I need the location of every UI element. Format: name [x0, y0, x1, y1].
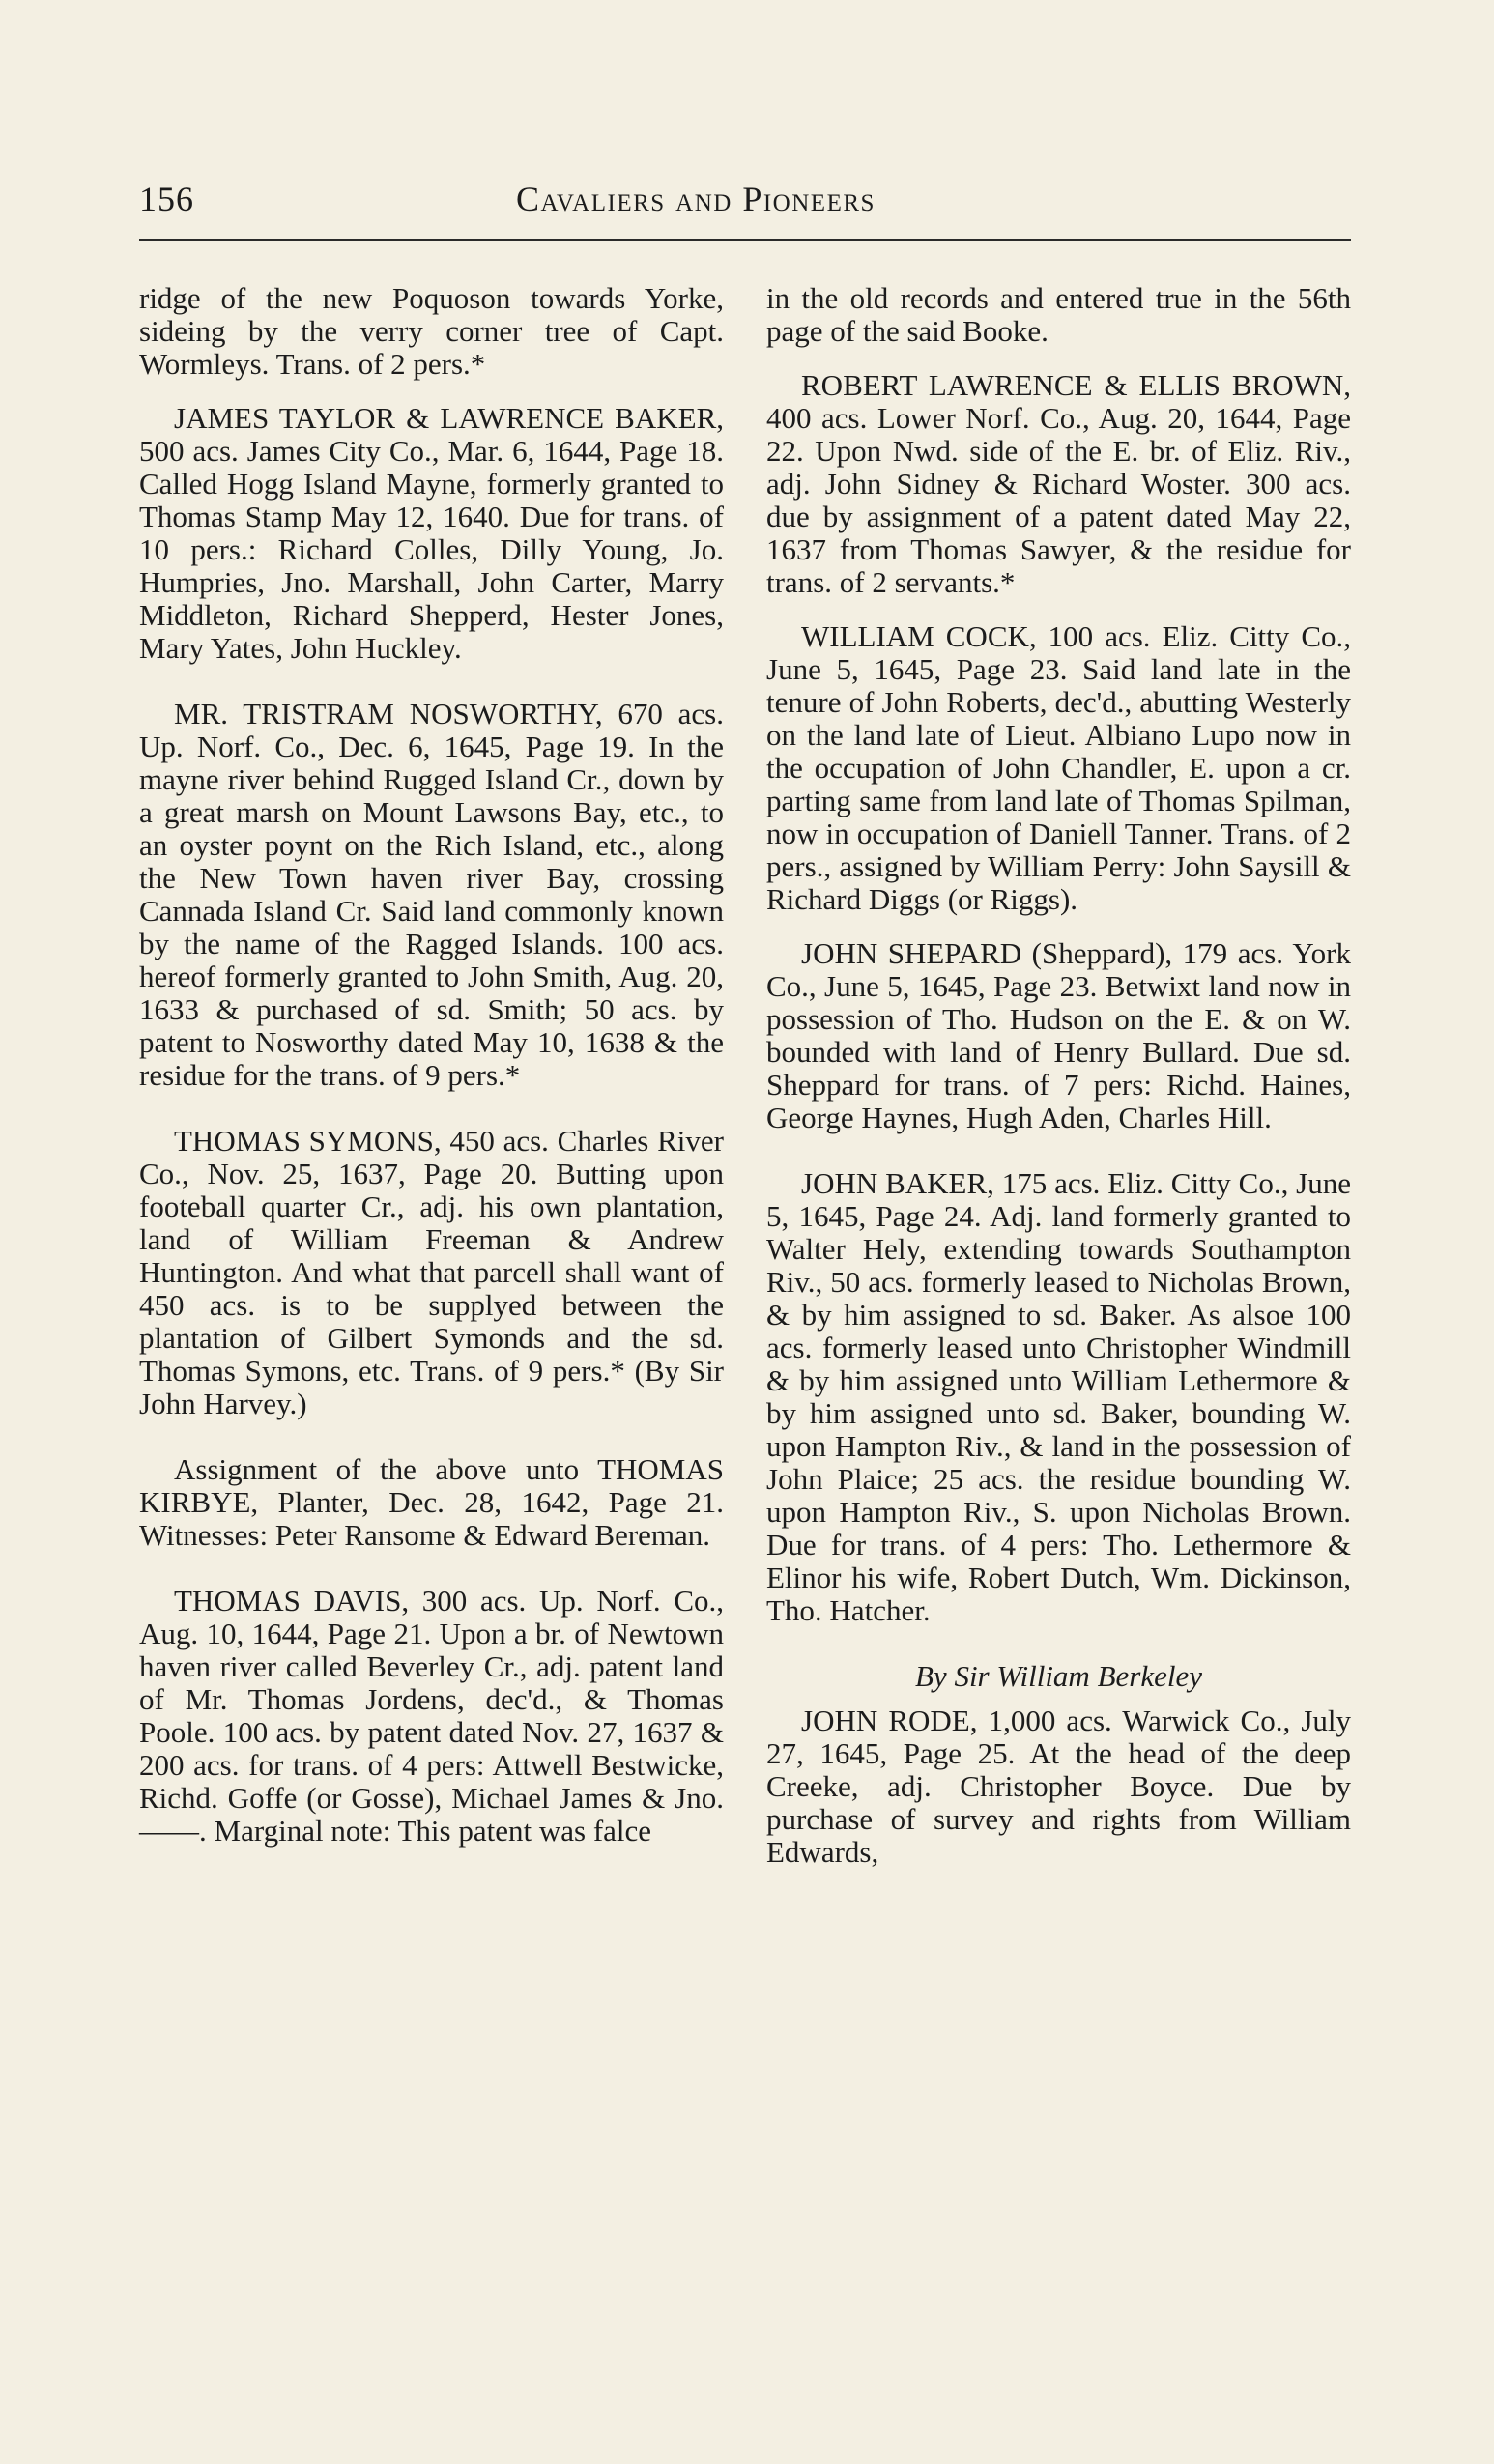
entry-taylor-baker: JAMES TAYLOR & LAWRENCE BAKER, 500 acs. James City Co., Mar. 6, 1644, Page 18. Called Hogg Island Mayne, formerly granted to Thomas Stamp May 12, 1640. Due for trans. of 10 pers.: Richard Colles, Dilly Young, Jo. Humpries, Jno. Marshall, John Carter, Marry Middleton, Richard Shepperd, Hester Jones, Mary Yates, John Huckley.	[139, 401, 724, 665]
entry-davis: THOMAS DAVIS, 300 acs. Up. Norf. Co., Aug. 10, 1644, Page 21. Upon a br. of Newtown haven river called Beverley Cr., adj. patent land of Mr. Thomas Jordens, dec'd., & Thomas Poole. 100 acs. by patent dated Nov. 27, 1637 & 200 acs. for trans. of 4 pers: Attwell Bestwicke, Richd. Goffe (or Gosse), Michael James & Jno. ——. Marginal note: This patent was falce	[139, 1584, 724, 1848]
right-column	[766, 282, 1351, 1902]
running-header	[139, 179, 1351, 241]
running-title: Cavaliers and Pioneers	[516, 180, 876, 218]
entry-cock: WILLIAM COCK, 100 acs. Eliz. Citty Co., June 5, 1645, Page 23. Said land late in the tenure of John Roberts, dec'd., abutting Westerly on the land late of Lieut. Albiano Lupo now in the occupation of John Chandler, E. upon a cr. parting same from land late of Thomas Spilman, now in occupation of Daniell Tanner. Trans. of 2 pers., assigned by William Perry: John Saysill & Richard Diggs (or Riggs).	[766, 619, 1351, 916]
section-heading: By Sir William Berkeley	[915, 1659, 1202, 1693]
entry-continuation: ridge of the new Poquoson towards Yorke, sideing by the verry corner tree of Capt. Wormleys. Trans. of 2 pers.*	[139, 281, 724, 381]
entry-nosworthy: MR. TRISTRAM NOSWORTHY, 670 acs. Up. Norf. Co., Dec. 6, 1645, Page 19. In the mayne river behind Rugged Island Cr., down by a great marsh on Mount Lawsons Bay, etc., to an oyster poynt on the Rich Island, etc., along the New Town haven river Bay, crossing Cannada Island Cr. Said land commonly known by the name of the Ragged Islands. 100 acs. hereof formerly granted to John Smith, Aug. 20, 1633 & purchased of sd. Smith; 50 acs. by patent to Nosworthy dated May 10, 1638 & the residue for the trans. of 9 pers.*	[139, 697, 724, 1092]
page-number: 156	[139, 180, 194, 218]
entry-assignment-kirbye: Assignment of the above unto THOMAS KIRBYE, Planter, Dec. 28, 1642, Page 21. Witnesses: Peter Ransome & Edward Bereman.	[139, 1452, 724, 1552]
entry-shepard: JOHN SHEPARD (Sheppard), 179 acs. York Co., June 5, 1645, Page 23. Betwixt land now in possession of Tho. Hudson on the E. & on W. bounded with land of Henry Bullard. Due sd. Sheppard for trans. of 7 pers: Richd. Haines, George Haynes, Hugh Aden, Charles Hill.	[766, 936, 1351, 1134]
entry-continuation: in the old records and entered true in the 56th page of the said Booke.	[766, 281, 1351, 348]
left-column	[139, 282, 724, 1880]
entry-symons: THOMAS SYMONS, 450 acs. Charles River Co., Nov. 25, 1637, Page 20. Butting upon footeball quarter Cr., adj. his own plantation, land of William Freeman & Andrew Huntington. And what that parcell shall want of 450 acs. is to be supplyed between the plantation of Gilbert Symonds and the sd. Thomas Symons, etc. Trans. of 9 pers.* (By Sir John Harvey.)	[139, 1124, 724, 1420]
entry-baker: JOHN BAKER, 175 acs. Eliz. Citty Co., June 5, 1645, Page 24. Adj. land formerly granted to Walter Hely, extending towards Southampton Riv., 50 acs. formerly leased to Nicholas Brown, & by him assigned to sd. Baker. As alsoe 100 acs. formerly leased unto Christopher Windmill & by him assigned unto William Lethermore & by him assigned unto sd. Baker, bounding W. upon Hampton Riv., & land in the possession of John Plaice; 25 acs. the residue bounding W. upon Hampton Riv., S. upon Nicholas Brown. Due for trans. of 4 pers: Tho. Lethermore & Elinor his wife, Robert Dutch, Wm. Dickinson, Tho. Hatcher.	[766, 1166, 1351, 1627]
entry-lawrence-brown: ROBERT LAWRENCE & ELLIS BROWN, 400 acs. Lower Norf. Co., Aug. 20, 1644, Page 22. Upon Nwd. side of the E. br. of Eliz. Riv., adj. John Sidney & Richard Woster. 300 acs. due by assignment of a patent dated May 22, 1637 from Thomas Sawyer, & the residue for trans. of 2 servants.*	[766, 368, 1351, 599]
entry-rode: JOHN RODE, 1,000 acs. Warwick Co., July 27, 1645, Page 25. At the head of the deep Creeke, adj. Christopher Boyce. Due by purchase of survey and rights from William Edwards,	[766, 1704, 1351, 1869]
